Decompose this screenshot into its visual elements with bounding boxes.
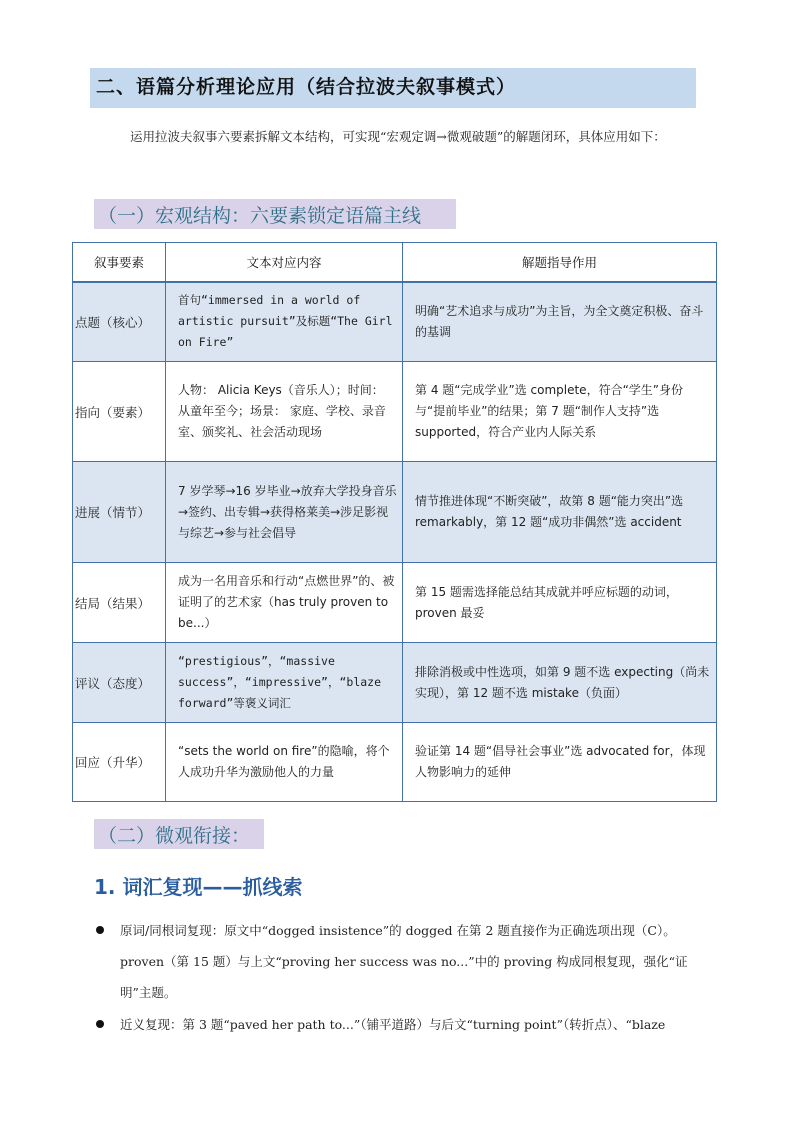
row-guide: 第 4 题“完成学业”选 complete，符合“学生”身份与“提前毕业”的结果；第 7 题“制作人支持”选 supported，符合产业内人际关系 [403, 362, 717, 462]
row-element: 进展（情节） [73, 462, 166, 563]
row-guide: 验证第 14 题“倡导社会事业”选 advocated for，体现人物影响力的延伸 [403, 723, 717, 802]
section-title: 二、语篇分析理论应用（结合拉波夫叙事模式） [90, 68, 696, 108]
table-row [73, 723, 717, 802]
list-item-text: 近义复现：第 3 题“paved her path to...”（铺平道路）与后文“turning point”（转折点）、“blaze [120, 1017, 666, 1032]
row-guide: 情节推进体现“不断突破”，故第 8 题“能力突出”选 remarkably，第 12 题“成功非偶然”选 accident [403, 462, 717, 563]
subheading-micro-cohesion: （二）微观衔接： [94, 819, 264, 849]
table-row [73, 282, 717, 362]
row-guide: 排除消极或中性选项，如第 9 题不选 expecting（尚未实现），第 12 题不选 mistake（负面） [403, 643, 717, 723]
list-item [96, 915, 696, 1008]
row-guide: 第 15 题需选择能总结其成就并呼应标题的动词，proven 最妥 [403, 563, 717, 643]
heading-lexical-repetition: 1. 词汇复现——抓线索 [94, 875, 303, 899]
row-content: “sets the world on fire”的隐喻，将个人成功升华为激励他人的力量 [166, 723, 403, 802]
table-row [73, 563, 717, 643]
list-item-text: 原词/同根词复现：原文中“dogged insistence”的 dogged 在第 2 题直接作为正确选项出现（C）。proven（第 15 题）与上文“proving her success was no...”中的 proving 构成同根复现，强化“证明”主题。 [120, 923, 688, 1000]
row-content: 成为一名用音乐和行动“点燃世界”的、被证明了的艺术家（has truly proven to be...） [166, 563, 403, 643]
table-header-element: 叙事要素 [73, 243, 166, 282]
narrative-elements-table [72, 242, 717, 802]
row-content: 7 岁学琴→16 岁毕业→放弃大学投身音乐→签约、出专辑→获得格莱美→涉足影视与综艺→参与社会倡导 [166, 462, 403, 563]
row-element: 结局（结果） [73, 563, 166, 643]
row-element: 指向（要素） [73, 362, 166, 462]
row-content: 人物： Alicia Keys（音乐人）；时间： 从童年至今；场景： 家庭、学校、录音室、颁奖礼、社会活动现场 [166, 362, 403, 462]
table-header-guide: 解题指导作用 [403, 243, 717, 282]
row-element: 点题（核心） [73, 282, 166, 362]
table-header-content: 文本对应内容 [166, 243, 403, 282]
table-row [73, 643, 717, 723]
table-row [73, 462, 717, 563]
intro-paragraph: 运用拉波夫叙事六要素拆解文本结构，可实现“宏观定调→微观破题”的解题闭环，具体应用如下： [130, 129, 666, 144]
bullet-icon [96, 926, 104, 934]
subheading-macro-structure: （一）宏观结构：六要素锁定语篇主线 [94, 199, 456, 229]
row-element: 回应（升华） [73, 723, 166, 802]
row-content: “prestigious”，“massive success”，“impressive”，“blaze forward”等褒义词汇 [166, 643, 403, 723]
list-item [96, 1009, 696, 1040]
row-element: 评议（态度） [73, 643, 166, 723]
row-content: 首句“immersed in a world of artistic pursuit”及标题“The Girl on Fire” [166, 282, 403, 362]
bullet-icon [96, 1020, 104, 1028]
table-row [73, 362, 717, 462]
row-guide: 明确“艺术追求与成功”为主旨，为全文奠定积极、奋斗的基调 [403, 282, 717, 362]
